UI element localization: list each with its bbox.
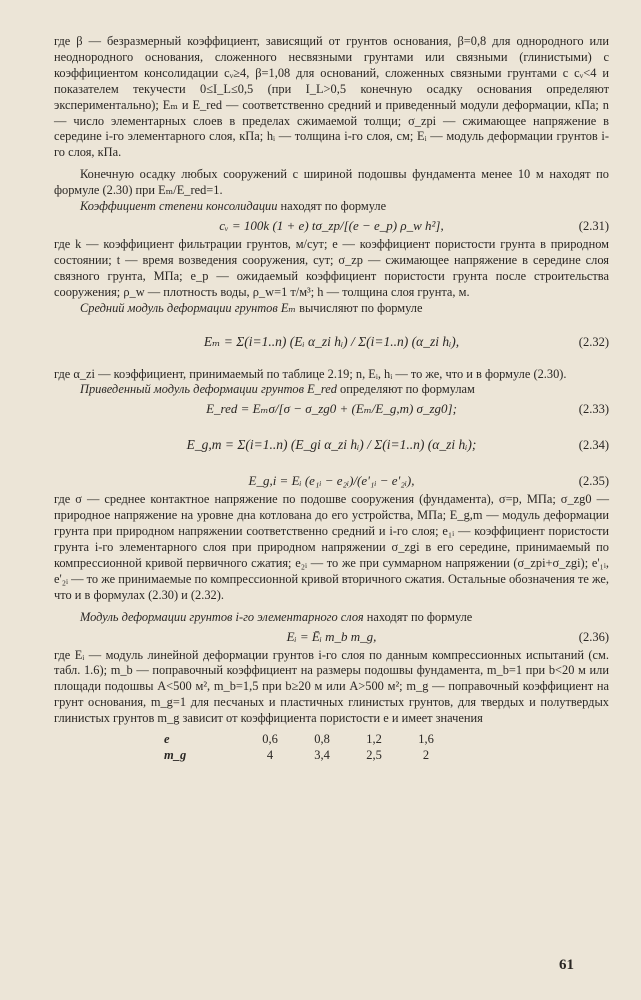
- table-cell: 1,2: [366, 732, 382, 747]
- page-text: [54, 34, 609, 763]
- equation: [54, 420, 609, 470]
- equation-formula: E_g,i = Eᵢ (e₁ᵢ − e₂ᵢ)/(e'₁ᵢ − e'₂ᵢ),: [248, 473, 415, 489]
- paragraph: где Eᵢ — модуль линейной деформации грунтов i-го слоя по данным компрессионных испытаний (см. табл. 1.6); m_b — поправочный коэффициент на размеры подошвы фундамента, m_b=1 при b<20 м или площади подошвы A<500 м², m_b=1,5 при b≥20 м или A>500 м²; m_g — поправочный коэффициент на грунт основания, m_g=1 для песчаных и пластичных глинистых грунтов, для твердых и полутвердых глинистых грунтов m_g зависит от коэффициента пористости e и имеет значения: [54, 647, 609, 726]
- table-cell: 0,8: [314, 732, 330, 747]
- equation-formula: Eᵢ = Ēᵢ m_b m_g,: [286, 628, 377, 644]
- paragraph: [54, 199, 609, 215]
- equation-formula: E_red = Eₘσ/[σ − σ_zg0 + (Eₘ/E_g,m) σ_zg0];: [206, 401, 457, 417]
- equation: [54, 626, 609, 648]
- equation-number: (2.34): [578, 438, 609, 453]
- text-run: определяют по формулам: [336, 382, 475, 397]
- table-cell: 2,5: [366, 748, 382, 763]
- equation: [54, 398, 609, 420]
- equation: [54, 317, 609, 367]
- table-cell: 0,6: [262, 732, 278, 747]
- paragraph: где β — безразмерный коэффициент, зависящий от грунтов основания, β=0,8 для однородного или неоднородного основания, сложенного несвязными грунтами или связными (глинистыми) с коэффициентом консолидации cᵥ≥4, β=1,08 для оснований, сложенных связными грунтами с cᵥ<4 и показателем текучести 0≤I_L≤0,5 (при I_L>0,5 конечную осадку основания определяют экспериментально); Eₘ и E_red — соответственно средний и приведенный модули деформации, кПа; n — число элементарных слоев в пределах сжимаемой толщи; σ_zpi — сжимающее напряжение в середине i-го элементарного слоя, кПа; hᵢ — толщина i-го слоя, см; Eᵢ — модуль деформации грунтов i-го слоя, кПа.: [54, 34, 609, 160]
- text-run: вычисляют по формуле: [296, 300, 423, 315]
- paragraph: Конечную осадку любых сооружений с шириной подошвы фундамента менее 10 м находят по формуле (2.30) при Eₘ/E_red=1.: [54, 167, 609, 198]
- equation: [54, 470, 609, 492]
- term-emphasis: Средний модуль деформации грунтов Eₘ: [80, 300, 297, 315]
- paragraph: [54, 610, 609, 626]
- equation-formula: cᵥ = 100k (1 + e) tσ_zp/[(e − e_p) ρ_w h²],: [219, 217, 444, 233]
- paragraph: где σ — среднее контактное напряжение по подошве сооружения (фундамента), σ=p, МПа; σ_zg0 — природное напряжение на уровне дна котлована до его устройства, МПа; E_g,m — модуль деформации грунта при природном напряжении соответственно средний и i-го слоя; e₁ᵢ — коэффициент пористости грунта i-го элементарного слоя при природном напряжении σ_zgi в его середине, принимаемый по компрессионной кривой первичного сжатия; e₂ᵢ — то же при суммарном напряжении (σ_zpi+σ_zgi); e'₁ᵢ, e'₂ᵢ — то же принимаемые по компрессионной кривой вторичного сжатия. Остальные обозначения те же, что и в формулах (2.30) и (2.32).: [54, 492, 609, 602]
- table-cell: 1,6: [418, 732, 434, 747]
- table-cell: 2: [422, 748, 430, 763]
- row-label: m_g: [164, 748, 187, 763]
- table-cell: 4: [266, 748, 274, 763]
- table-row: [164, 731, 609, 747]
- equation-number: (2.32): [578, 334, 609, 349]
- paragraph: где k — коэффициент фильтрации грунтов, м/сут; e — коэффициент пористости грунта в природном состоянии; t — время возведения сооружения, сут; σ_zp — сжимающее напряжение в середине слоя связного грунта, МПа; e_p — ожидаемый коэффициент пористости грунта после строительства сооружения; ρ_w — плотность воды, ρ_w=1 т/м³; h — толщина слоя грунта, м.: [54, 236, 609, 299]
- equation: [54, 215, 609, 237]
- text-run: находят по формуле: [363, 609, 473, 624]
- paragraph: где α_zi — коэффициент, принимаемый по таблице 2.19; n, Eᵢ, hᵢ — то же, что и в формуле (2.30).: [54, 366, 567, 381]
- term-emphasis: Модуль деформации грунтов i-го элементарного слоя: [80, 609, 364, 624]
- row-label: e: [164, 732, 170, 747]
- term-emphasis: Приведенный модуль деформации грунтов E_red: [80, 382, 337, 397]
- equation-number: (2.35): [578, 474, 609, 489]
- values-table: [164, 731, 609, 763]
- equation-number: (2.33): [578, 402, 609, 417]
- page-number: 61: [559, 957, 574, 973]
- table-row: [164, 747, 609, 763]
- equation-number: (2.36): [578, 629, 609, 644]
- equation-formula: Eₘ = Σ(i=1..n) (Eᵢ α_zi hᵢ) / Σ(i=1..n) (α_zi hᵢ),: [203, 333, 460, 349]
- equation-number: (2.31): [578, 218, 609, 233]
- paragraph: [54, 301, 609, 317]
- term-emphasis: Коэффициент степени консолидации: [80, 199, 278, 214]
- paragraph: [54, 382, 609, 398]
- table-cell: 3,4: [314, 748, 330, 763]
- equation-formula: E_g,m = Σ(i=1..n) (E_gi α_zi hᵢ) / Σ(i=1..n) (α_zi hᵢ);: [186, 437, 477, 453]
- text-run: находят по формуле: [277, 199, 387, 214]
